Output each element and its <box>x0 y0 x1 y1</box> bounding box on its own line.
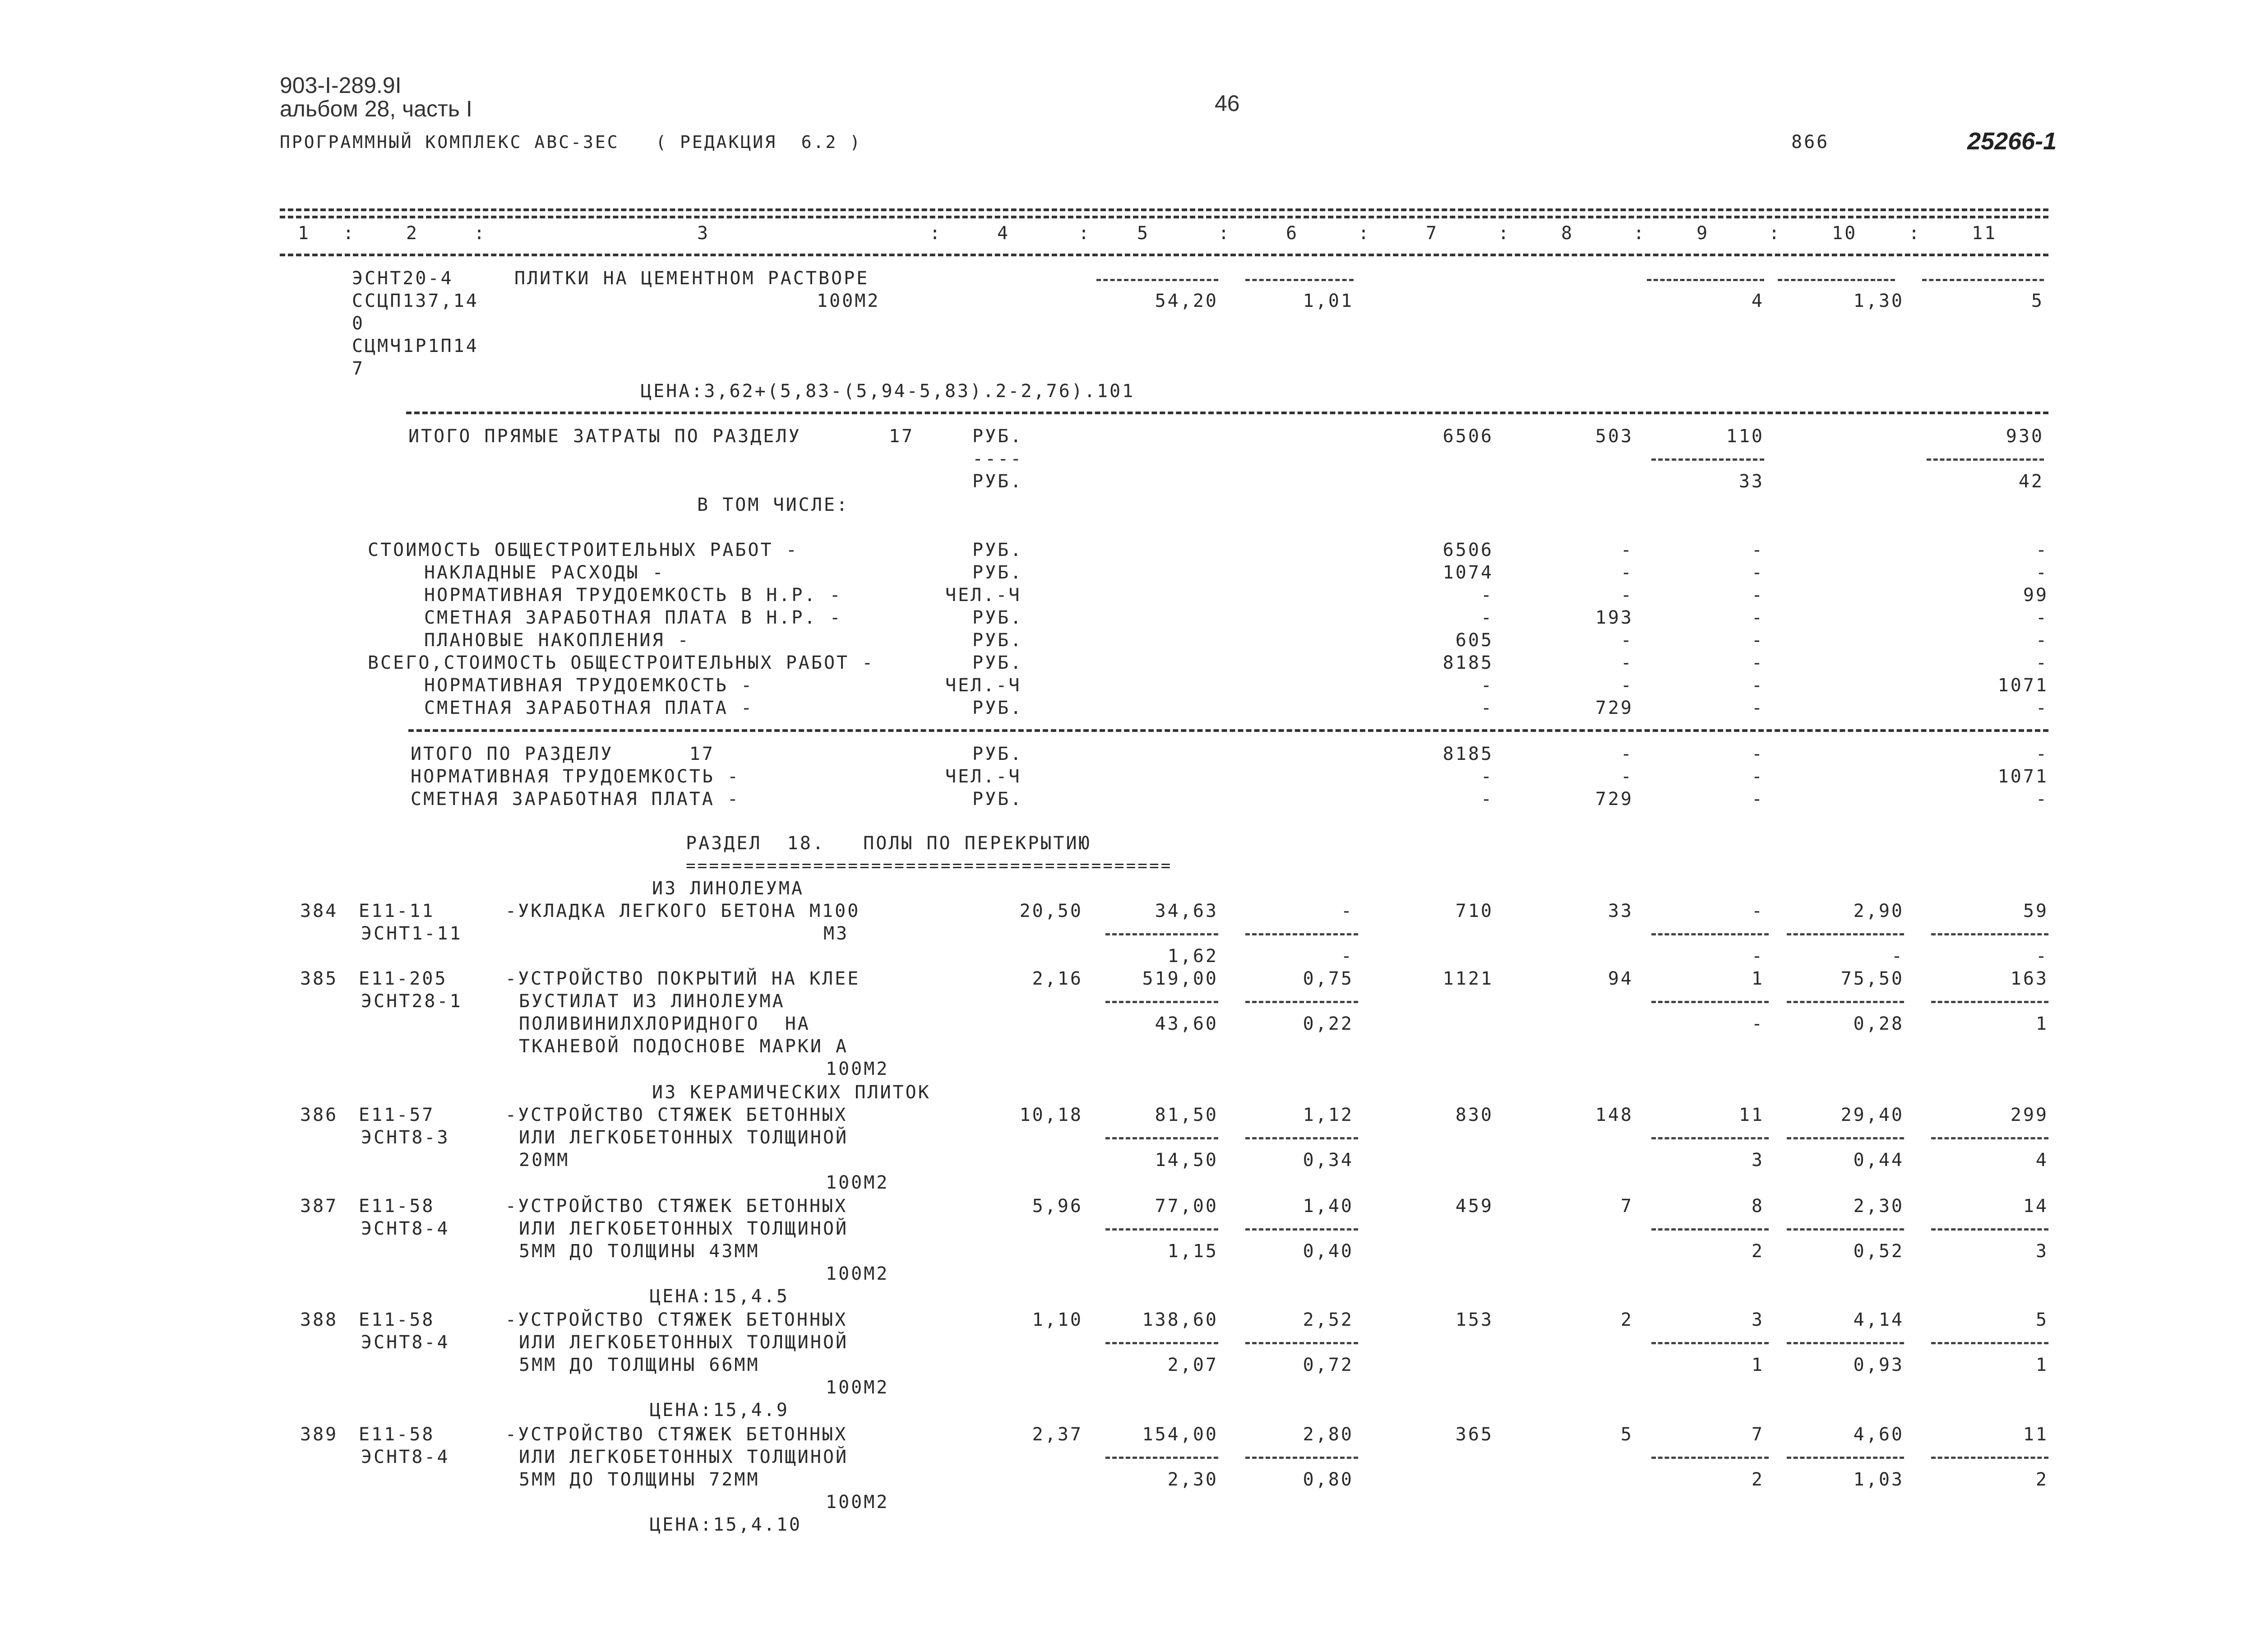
totals-direct-c11b: 42 <box>2018 471 2044 492</box>
item-c7: 365 <box>1455 1424 1493 1445</box>
item-c5-secondary: 1,62 <box>1167 946 1218 967</box>
item-dash-c6 <box>1245 1457 1358 1459</box>
top-c10: 1,30 <box>1853 291 1904 311</box>
item-c4: 2,16 <box>1032 968 1083 989</box>
item-c11-secondary: 3 <box>2035 1241 2048 1262</box>
item-description-line: ИЛИ ЛЕГКОБЕТОННЫХ ТОЛЩИНОЙ <box>519 1127 849 1148</box>
section-total-c9: - <box>1751 766 1764 787</box>
item-dash-c11 <box>1931 933 2048 935</box>
totals-direct-c7: 6506 <box>1442 426 1493 447</box>
item-c9-secondary: - <box>1751 1013 1764 1034</box>
breakdown-c7: - <box>1480 607 1493 628</box>
item-code-secondary: ЭСНТ8-4 <box>361 1332 450 1353</box>
item-c4: 1,10 <box>1032 1310 1083 1330</box>
item-c7: 153 <box>1455 1310 1493 1330</box>
totals-direct-section: 17 <box>889 426 915 447</box>
item-c10: 2,90 <box>1853 901 1904 921</box>
item-c11: 14 <box>2023 1196 2048 1217</box>
item-price-formula: ЦЕНА:15,4.10 <box>650 1514 802 1535</box>
item-c5: 154,00 <box>1142 1424 1218 1445</box>
section-total-label: СМЕТНАЯ ЗАРАБОТНАЯ ПЛАТА - <box>411 789 740 810</box>
column-separator: : <box>1358 223 1371 244</box>
breakdown-unit: РУБ. <box>972 698 1023 718</box>
item-unit: 100М2 <box>826 1059 889 1079</box>
breakdown-c8: - <box>1620 540 1633 560</box>
top-dash-9 <box>1647 279 1764 281</box>
column-number-8: 8 <box>1561 223 1574 244</box>
top-price-formula: ЦЕНА:3,62+(5,83-(5,94-5,83).2-2,76).101 <box>641 381 1135 402</box>
item-c6-secondary: 0,22 <box>1303 1013 1354 1034</box>
section-total-unit: РУБ. <box>972 744 1023 764</box>
top-dash-6 <box>1245 279 1354 281</box>
item-number: 389 <box>300 1424 338 1445</box>
item-c6: 2,80 <box>1303 1424 1354 1445</box>
item-c11: 299 <box>2010 1105 2048 1125</box>
totals-direct-c9: 110 <box>1726 426 1764 447</box>
breakdown-label: НОРМАТИВНАЯ ТРУДОЕМКОСТЬ - <box>424 675 754 696</box>
section-total-c8: - <box>1620 766 1633 787</box>
item-c6-secondary: 0,34 <box>1303 1150 1354 1171</box>
column-number-6: 6 <box>1286 223 1299 244</box>
item-c5: 77,00 <box>1155 1196 1218 1217</box>
item-unit: М3 <box>823 923 849 944</box>
top-dash-10 <box>1778 279 1895 281</box>
top-code-0: ЭСНТ20-4 <box>352 268 453 289</box>
item-dash-c10 <box>1787 1457 1904 1459</box>
item-description-line: -УСТРОЙСТВО СТЯЖЕК БЕТОННЫХ <box>505 1196 848 1217</box>
item-c11-secondary: 4 <box>2035 1150 2048 1171</box>
item-c11: 59 <box>2023 901 2048 921</box>
item-c10-secondary: 0,28 <box>1853 1013 1904 1034</box>
column-number-2: 2 <box>406 223 419 244</box>
item-c10-secondary: 0,44 <box>1853 1150 1904 1171</box>
breakdown-c8: - <box>1620 630 1633 651</box>
item-c5-secondary: 2,07 <box>1167 1355 1218 1375</box>
item-dash-c6 <box>1245 1228 1358 1231</box>
totals-direct-unit2: РУБ. <box>972 471 1023 492</box>
item-c4: 2,37 <box>1032 1424 1083 1445</box>
item-c11: 11 <box>2023 1424 2048 1445</box>
item-c5: 519,00 <box>1142 968 1218 989</box>
item-dash-c6 <box>1245 1137 1358 1139</box>
item-dash-c11 <box>1931 1137 2048 1139</box>
item-code-secondary: ЭСНТ1-11 <box>361 923 462 944</box>
item-c8: 148 <box>1595 1105 1633 1125</box>
totals-direct-c11: 930 <box>2006 426 2044 447</box>
breakdown-unit: РУБ. <box>972 607 1023 628</box>
item-dash-c9 <box>1651 1001 1769 1003</box>
item-c4: 10,18 <box>1019 1105 1083 1125</box>
top-code-3: СЦМЧ1Р1П14 <box>352 336 479 356</box>
item-c10: 29,40 <box>1840 1105 1904 1125</box>
item-c6-secondary: 0,72 <box>1303 1355 1354 1375</box>
breakdown-unit: РУБ. <box>972 562 1023 583</box>
item-c6: 0,75 <box>1303 968 1354 989</box>
totals-rule-top <box>406 412 2048 414</box>
totals-direct-c9b: 33 <box>1738 471 1764 492</box>
header-rule-bottom <box>280 254 2048 256</box>
section-total-unit: ЧЕЛ.-Ч <box>945 766 1022 787</box>
item-c11: 5 <box>2035 1310 2048 1330</box>
item-dash-c5 <box>1105 1342 1218 1344</box>
top-description: ПЛИТКИ НА ЦЕМЕНТНОМ РАСТВОРЕ <box>514 268 869 289</box>
item-dash-c10 <box>1787 933 1904 935</box>
top-code-1: ССЦП137,14 <box>352 291 479 311</box>
section18-underline: ========================================== <box>686 856 1173 875</box>
top-dash-5 <box>1096 279 1218 281</box>
item-c11-secondary: - <box>2035 946 2048 967</box>
header-rule-top2 <box>280 216 2048 218</box>
breakdown-c8: - <box>1620 652 1633 673</box>
item-c9: 7 <box>1751 1424 1764 1445</box>
item-c5: 34,63 <box>1155 901 1218 921</box>
totals-dash-9 <box>1651 458 1764 461</box>
item-description-line: ИЛИ ЛЕГКОБЕТОННЫХ ТОЛЩИНОЙ <box>519 1447 849 1467</box>
totals-direct-label: ИТОГО ПРЯМЫЕ ЗАТРАТЫ ПО РАЗДЕЛУ <box>408 426 801 447</box>
section18-subtitle-linoleum: ИЗ ЛИНОЛЕУМА <box>652 878 804 899</box>
item-dash-c6 <box>1245 1001 1358 1003</box>
item-number: 388 <box>300 1310 338 1330</box>
column-number-3: 3 <box>697 223 710 244</box>
column-separator: : <box>1498 223 1511 244</box>
item-c9: - <box>1751 901 1764 921</box>
item-dash-c9 <box>1651 1228 1769 1231</box>
section-total-unit: РУБ. <box>972 789 1023 810</box>
item-dash-c10 <box>1787 1137 1904 1139</box>
item-description-line: -УСТРОЙСТВО СТЯЖЕК БЕТОННЫХ <box>505 1310 848 1330</box>
column-separator: : <box>1078 223 1091 244</box>
section-total-c8: - <box>1620 744 1633 764</box>
item-c8: 7 <box>1620 1196 1633 1217</box>
item-c6: 2,52 <box>1303 1310 1354 1330</box>
item-c8: 5 <box>1620 1424 1633 1445</box>
breakdown-unit: ЧЕЛ.-Ч <box>945 675 1022 696</box>
item-c7: 710 <box>1455 901 1493 921</box>
item-code: Е11-57 <box>359 1105 435 1125</box>
breakdown-c11: - <box>2035 698 2048 718</box>
column-separator: : <box>929 223 943 244</box>
item-dash-c5 <box>1105 1001 1218 1003</box>
item-c10-secondary: 0,52 <box>1853 1241 1904 1262</box>
breakdown-c7: 6506 <box>1442 540 1493 560</box>
item-description-line: 5ММ ДО ТОЛЩИНЫ 43ММ <box>519 1241 760 1262</box>
item-price-formula: ЦЕНА:15,4.9 <box>650 1400 789 1421</box>
breakdown-c7: 8185 <box>1442 652 1493 673</box>
column-separator: : <box>1218 223 1231 244</box>
item-c7: 1121 <box>1442 968 1493 989</box>
breakdown-c8: - <box>1620 585 1633 606</box>
totals-direct-unit-dash: ---- <box>972 449 1023 469</box>
item-number: 387 <box>300 1196 338 1217</box>
column-number-row <box>0 222 2256 245</box>
item-number: 385 <box>300 968 338 989</box>
section-total-rule <box>408 729 2048 732</box>
breakdown-unit: РУБ. <box>972 652 1023 673</box>
item-dash-c9 <box>1651 933 1769 935</box>
breakdown-c7: - <box>1480 585 1493 606</box>
item-description-line: 5ММ ДО ТОЛЩИНЫ 72ММ <box>519 1469 760 1490</box>
section-total-label: ИТОГО ПО РАЗДЕЛУ 17 <box>411 744 715 764</box>
column-number-7: 7 <box>1426 223 1439 244</box>
program-label: ПРОГРАММНЫЙ КОМПЛЕКС АВС-3ЕС ( РЕДАКЦИЯ 6.2 ) <box>280 132 862 152</box>
item-c9: 3 <box>1751 1310 1764 1330</box>
item-description-line: -УСТРОЙСТВО СТЯЖЕК БЕТОННЫХ <box>505 1105 848 1125</box>
item-c6-secondary: - <box>1341 946 1354 967</box>
top-code-2: 0 <box>352 313 365 334</box>
item-dash-c9 <box>1651 1457 1769 1459</box>
including-label: В ТОМ ЧИСЛЕ: <box>697 495 849 515</box>
totals-direct-c8: 503 <box>1595 426 1633 447</box>
item-c9-secondary: 2 <box>1751 1469 1764 1490</box>
item-c5-secondary: 14,50 <box>1155 1150 1218 1171</box>
breakdown-c8: 193 <box>1595 607 1633 628</box>
breakdown-label: СМЕТНАЯ ЗАРАБОТНАЯ ПЛАТА - <box>424 698 754 718</box>
totals-direct-unit: РУБ. <box>972 426 1023 447</box>
item-description-line: ИЛИ ЛЕГКОБЕТОННЫХ ТОЛЩИНОЙ <box>519 1218 849 1239</box>
breakdown-c8: - <box>1620 675 1633 696</box>
item-c7: 459 <box>1455 1196 1493 1217</box>
item-c11-secondary: 1 <box>2035 1355 2048 1375</box>
item-c8: 33 <box>1608 901 1633 921</box>
totals-dash-11 <box>1927 458 2044 461</box>
breakdown-c8: 729 <box>1595 698 1633 718</box>
item-c8: 94 <box>1608 968 1633 989</box>
breakdown-unit: РУБ. <box>972 630 1023 651</box>
breakdown-c11: - <box>2035 607 2048 628</box>
item-price-formula: ЦЕНА:15,4.5 <box>650 1286 789 1307</box>
item-code: Е11-205 <box>359 968 448 989</box>
breakdown-c9: - <box>1751 607 1764 628</box>
section-total-c9: - <box>1751 744 1764 764</box>
item-c6: - <box>1341 901 1354 921</box>
item-dash-c10 <box>1787 1001 1904 1003</box>
item-dash-c5 <box>1105 1137 1218 1139</box>
doc-code: 903-I-289.9I <box>280 73 402 98</box>
section18-title: РАЗДЕЛ 18. ПОЛЫ ПО ПЕРЕКРЫТИЮ <box>686 833 1091 854</box>
section-total-c11: - <box>2035 744 2048 764</box>
section-total-c8: 729 <box>1595 789 1633 810</box>
item-c10-secondary: 0,93 <box>1853 1355 1904 1375</box>
item-dash-c5 <box>1105 1228 1218 1231</box>
section-total-c7: - <box>1480 766 1493 787</box>
item-c6-secondary: 0,40 <box>1303 1241 1354 1262</box>
item-description-line: ИЛИ ЛЕГКОБЕТОННЫХ ТОЛЩИНОЙ <box>519 1332 849 1353</box>
item-dash-c5 <box>1105 1457 1218 1459</box>
breakdown-c9: - <box>1751 652 1764 673</box>
column-separator: : <box>343 223 356 244</box>
item-c8: 2 <box>1620 1310 1633 1330</box>
breakdown-c9: - <box>1751 585 1764 606</box>
item-dash-c5 <box>1105 933 1218 935</box>
item-dash-c6 <box>1245 933 1358 935</box>
item-c9: 1 <box>1751 968 1764 989</box>
item-c4: 5,96 <box>1032 1196 1083 1217</box>
breakdown-label: НАКЛАДНЫЕ РАСХОДЫ - <box>424 562 665 583</box>
top-c6: 1,01 <box>1303 291 1354 311</box>
item-c9: 8 <box>1751 1196 1764 1217</box>
column-separator: : <box>1633 223 1646 244</box>
item-c10: 4,60 <box>1853 1424 1904 1445</box>
item-dash-c11 <box>1931 1001 2048 1003</box>
item-unit: 100М2 <box>826 1172 889 1193</box>
breakdown-c7: 605 <box>1455 630 1493 651</box>
item-description-line: 5ММ ДО ТОЛЩИНЫ 66ММ <box>519 1355 760 1375</box>
item-c5-secondary: 1,15 <box>1167 1241 1218 1262</box>
section-total-c7: 8185 <box>1442 744 1493 764</box>
breakdown-label: ПЛАНОВЫЕ НАКОПЛЕНИЯ - <box>424 630 690 651</box>
album-label: альбом 28, часть I <box>280 96 472 121</box>
column-number-1: 1 <box>298 223 311 244</box>
section18-subtitle-ceramic: ИЗ КЕРАМИЧЕСКИХ ПЛИТОК <box>652 1082 931 1103</box>
item-c9-secondary: - <box>1751 946 1764 967</box>
breakdown-label: СТОИМОСТЬ ОБЩЕСТРОИТЕЛЬНЫХ РАБОТ - <box>368 540 799 560</box>
item-description-line: -УКЛАДКА ЛЕГКОГО БЕТОНА М100 <box>505 901 860 921</box>
item-c10-secondary: 1,03 <box>1853 1469 1904 1490</box>
column-separator: : <box>1909 223 1922 244</box>
top-c5: 54,20 <box>1155 291 1218 311</box>
item-dash-c10 <box>1787 1228 1904 1231</box>
item-description-line: -УСТРОЙСТВО СТЯЖЕК БЕТОННЫХ <box>505 1424 848 1445</box>
breakdown-c11: - <box>2035 630 2048 651</box>
item-dash-c9 <box>1651 1137 1769 1139</box>
top-dash-11 <box>1922 279 2044 281</box>
item-code-secondary: ЭСНТ8-4 <box>361 1218 450 1239</box>
breakdown-label: ВСЕГО,СТОИМОСТЬ ОБЩЕСТРОИТЕЛЬНЫХ РАБОТ - <box>368 652 875 673</box>
item-c11-secondary: 1 <box>2035 1013 2048 1034</box>
breakdown-c7: - <box>1480 698 1493 718</box>
breakdown-c11: - <box>2035 540 2048 560</box>
item-description-line: 20ММ <box>519 1150 570 1171</box>
item-c10-secondary: - <box>1891 946 1904 967</box>
item-c5-secondary: 2,30 <box>1167 1469 1218 1490</box>
top-c9: 4 <box>1751 291 1764 311</box>
item-dash-c11 <box>1931 1342 2048 1344</box>
section-total-c7: - <box>1480 789 1493 810</box>
breakdown-c11: 99 <box>2023 585 2048 606</box>
breakdown-c9: - <box>1751 540 1764 560</box>
breakdown-c11: - <box>2035 652 2048 673</box>
item-c4: 20,50 <box>1019 901 1083 921</box>
item-c11-secondary: 2 <box>2035 1469 2048 1490</box>
item-code: Е11-58 <box>359 1310 435 1330</box>
breakdown-c7: - <box>1480 675 1493 696</box>
item-c10: 75,50 <box>1840 968 1904 989</box>
breakdown-c9: - <box>1751 562 1764 583</box>
item-c10: 2,30 <box>1853 1196 1904 1217</box>
breakdown-c9: - <box>1751 630 1764 651</box>
section-total-c11: 1071 <box>1997 766 2048 787</box>
breakdown-unit: РУБ. <box>972 540 1023 560</box>
item-dash-c9 <box>1651 1342 1769 1344</box>
breakdown-c9: - <box>1751 698 1764 718</box>
column-separator: : <box>1769 223 1782 244</box>
item-description-line: БУСТИЛАТ ИЗ ЛИНОЛЕУМА <box>519 991 785 1012</box>
item-code-secondary: ЭСНТ8-4 <box>361 1447 450 1467</box>
item-c11: 163 <box>2010 968 2048 989</box>
item-description-line: -УСТРОЙСТВО ПОКРЫТИЙ НА КЛЕЕ <box>505 968 860 989</box>
item-description-line: ТКАНЕВОЙ ПОДОСНОВЕ МАРКИ А <box>519 1036 849 1057</box>
item-code: Е11-58 <box>359 1196 435 1217</box>
column-number-5: 5 <box>1137 223 1150 244</box>
top-code-4: 7 <box>352 358 365 379</box>
breakdown-unit: ЧЕЛ.-Ч <box>945 585 1022 606</box>
item-c10: 4,14 <box>1853 1310 1904 1330</box>
item-dash-c11 <box>1931 1228 2048 1231</box>
item-code: Е11-58 <box>359 1424 435 1445</box>
column-number-9: 9 <box>1697 223 1710 244</box>
column-number-10: 10 <box>1832 223 1858 244</box>
section-total-c11: - <box>2035 789 2048 810</box>
breakdown-label: НОРМАТИВНАЯ ТРУДОЕМКОСТЬ В Н.Р. - <box>424 585 842 606</box>
header-rule-top <box>280 208 2048 211</box>
item-c7: 830 <box>1455 1105 1493 1125</box>
item-c5: 81,50 <box>1155 1105 1218 1125</box>
corner-code: 25266-1 <box>1967 128 2057 155</box>
item-c6: 1,40 <box>1303 1196 1354 1217</box>
item-c9-secondary: 2 <box>1751 1241 1764 1262</box>
column-number-4: 4 <box>997 223 1010 244</box>
item-c9-secondary: 3 <box>1751 1150 1764 1171</box>
code-866: 866 <box>1791 132 1830 153</box>
section-total-c9: - <box>1751 789 1764 810</box>
item-c9: 11 <box>1738 1105 1764 1125</box>
item-c5: 138,60 <box>1142 1310 1218 1330</box>
item-c9-secondary: 1 <box>1751 1355 1764 1375</box>
item-code-secondary: ЭСНТ28-1 <box>361 991 462 1012</box>
breakdown-c7: 1074 <box>1442 562 1493 583</box>
breakdown-c11: 1071 <box>1997 675 2048 696</box>
item-unit: 100М2 <box>826 1492 889 1513</box>
item-number: 386 <box>300 1105 338 1125</box>
breakdown-c9: - <box>1751 675 1764 696</box>
item-c6-secondary: 0,80 <box>1303 1469 1354 1490</box>
column-separator: : <box>474 223 487 244</box>
item-description-line: ПОЛИВИНИЛХЛОРИДНОГО НА <box>519 1013 810 1034</box>
item-unit: 100М2 <box>826 1377 889 1398</box>
item-code: Е11-11 <box>359 901 435 921</box>
section-total-label: НОРМАТИВНАЯ ТРУДОЕМКОСТЬ - <box>411 766 740 787</box>
column-number-11: 11 <box>1972 223 1997 244</box>
breakdown-label: СМЕТНАЯ ЗАРАБОТНАЯ ПЛАТА В Н.Р. - <box>424 607 842 628</box>
item-number: 384 <box>300 901 338 921</box>
item-dash-c6 <box>1245 1342 1358 1344</box>
page-number: 46 <box>1215 91 1240 116</box>
item-dash-c11 <box>1931 1457 2048 1459</box>
item-c5-secondary: 43,60 <box>1155 1013 1218 1034</box>
breakdown-c8: - <box>1620 562 1633 583</box>
top-c11: 5 <box>2031 291 2044 311</box>
item-dash-c10 <box>1787 1342 1904 1344</box>
top-unit: 100М2 <box>817 291 880 311</box>
item-c6: 1,12 <box>1303 1105 1354 1125</box>
breakdown-c11: - <box>2035 562 2048 583</box>
item-code-secondary: ЭСНТ8-3 <box>361 1127 450 1148</box>
item-unit: 100М2 <box>826 1263 889 1284</box>
